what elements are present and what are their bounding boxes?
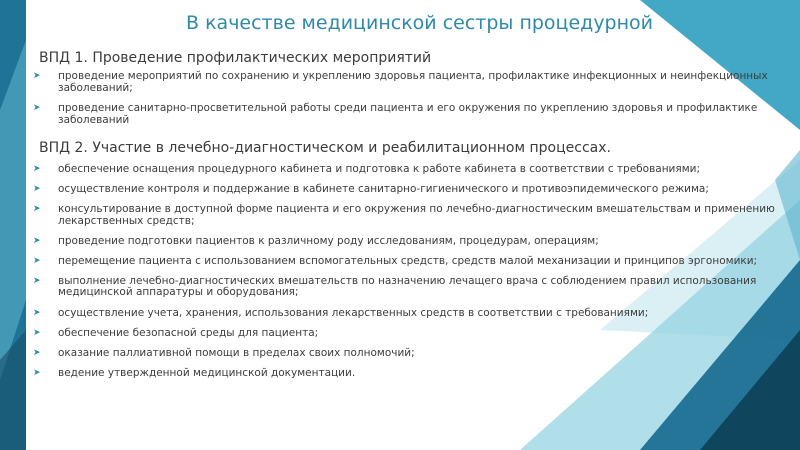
list-item-text: обеспечение безопасной среды для пациента;: [58, 326, 319, 339]
bullet-icon: ➤: [33, 307, 41, 318]
slide-title: В качестве медицинской сестры процедурной: [186, 12, 654, 34]
bullet-icon: ➤: [33, 275, 41, 286]
list-item: [30, 204, 775, 227]
section-list-vpd2: [30, 164, 775, 388]
list-item-text: осуществление учета, хранения, использования лекарственных средств в соответствии с требованиями;: [58, 306, 649, 319]
list-item: [30, 276, 775, 299]
list-item: [30, 236, 775, 248]
list-item-text: обеспечение оснащения процедурного кабинета и подготовка к работе кабинета в соответствии с требованиями;: [58, 163, 700, 175]
bullet-icon: ➤: [33, 164, 41, 174]
list-item: [30, 348, 775, 360]
list-item-text: ведение утвержденной медицинской документации.: [58, 366, 356, 379]
list-item-text: оказание паллиативной помощи в пределах своих полномочий;: [58, 346, 415, 359]
list-item-text: консультирование в доступной форме пациента и его окружения по лечебно-диагностическим вмешательствам и применению лекарственных средств;: [58, 203, 775, 227]
list-item: [30, 103, 775, 126]
list-item-text: проведение санитарно-просветительной работы среди пациента и его окружения по укреплению здоровья и профилактике заболеваний: [58, 102, 758, 126]
bullet-icon: ➤: [33, 235, 41, 246]
bullet-icon: ➤: [33, 367, 41, 378]
bullet-icon: ➤: [33, 327, 41, 338]
section-list-vpd1: [30, 71, 775, 135]
list-item-text: осуществление контроля и поддержание в кабинете санитарно-гигиенического и противоэпидемического режима;: [58, 183, 709, 196]
section-heading-vpd1: ВПД 1. Проведение профилактических мероприятий: [39, 50, 432, 66]
list-item: [30, 368, 775, 380]
bullet-icon: ➤: [33, 71, 41, 81]
bullet-icon: ➤: [33, 204, 41, 215]
bullet-icon: ➤: [33, 184, 41, 195]
list-item: [30, 308, 775, 320]
list-item-text: перемещение пациента с использованием вспомогательных средств, средств малой механизации и принципов эргономики;: [58, 254, 758, 267]
list-item-text: выполнение лечебно-диагностических вмешательств по назначению лечащего врача с соблюдением правил использования медицинской аппаратуры и оборудования;: [58, 274, 757, 299]
list-item-text: проведение мероприятий по сохранению и укреплению здоровья пациента, профилактике инфекционных и неинфекционных заболеваний;: [58, 70, 768, 94]
list-item: [30, 184, 775, 196]
list-item: [30, 256, 775, 268]
bullet-icon: ➤: [33, 347, 41, 358]
list-item: [30, 164, 775, 176]
bullet-icon: ➤: [33, 103, 41, 113]
bullet-icon: ➤: [33, 255, 41, 266]
list-item: [30, 328, 775, 340]
list-item: [30, 71, 775, 94]
list-item-text: проведение подготовки пациентов к различному роду исследованиям, процедурам, операциям;: [58, 234, 599, 247]
section-heading-vpd2: ВПД 2. Участие в лечебно-диагностическом и реабилитационном процессах.: [39, 140, 611, 156]
